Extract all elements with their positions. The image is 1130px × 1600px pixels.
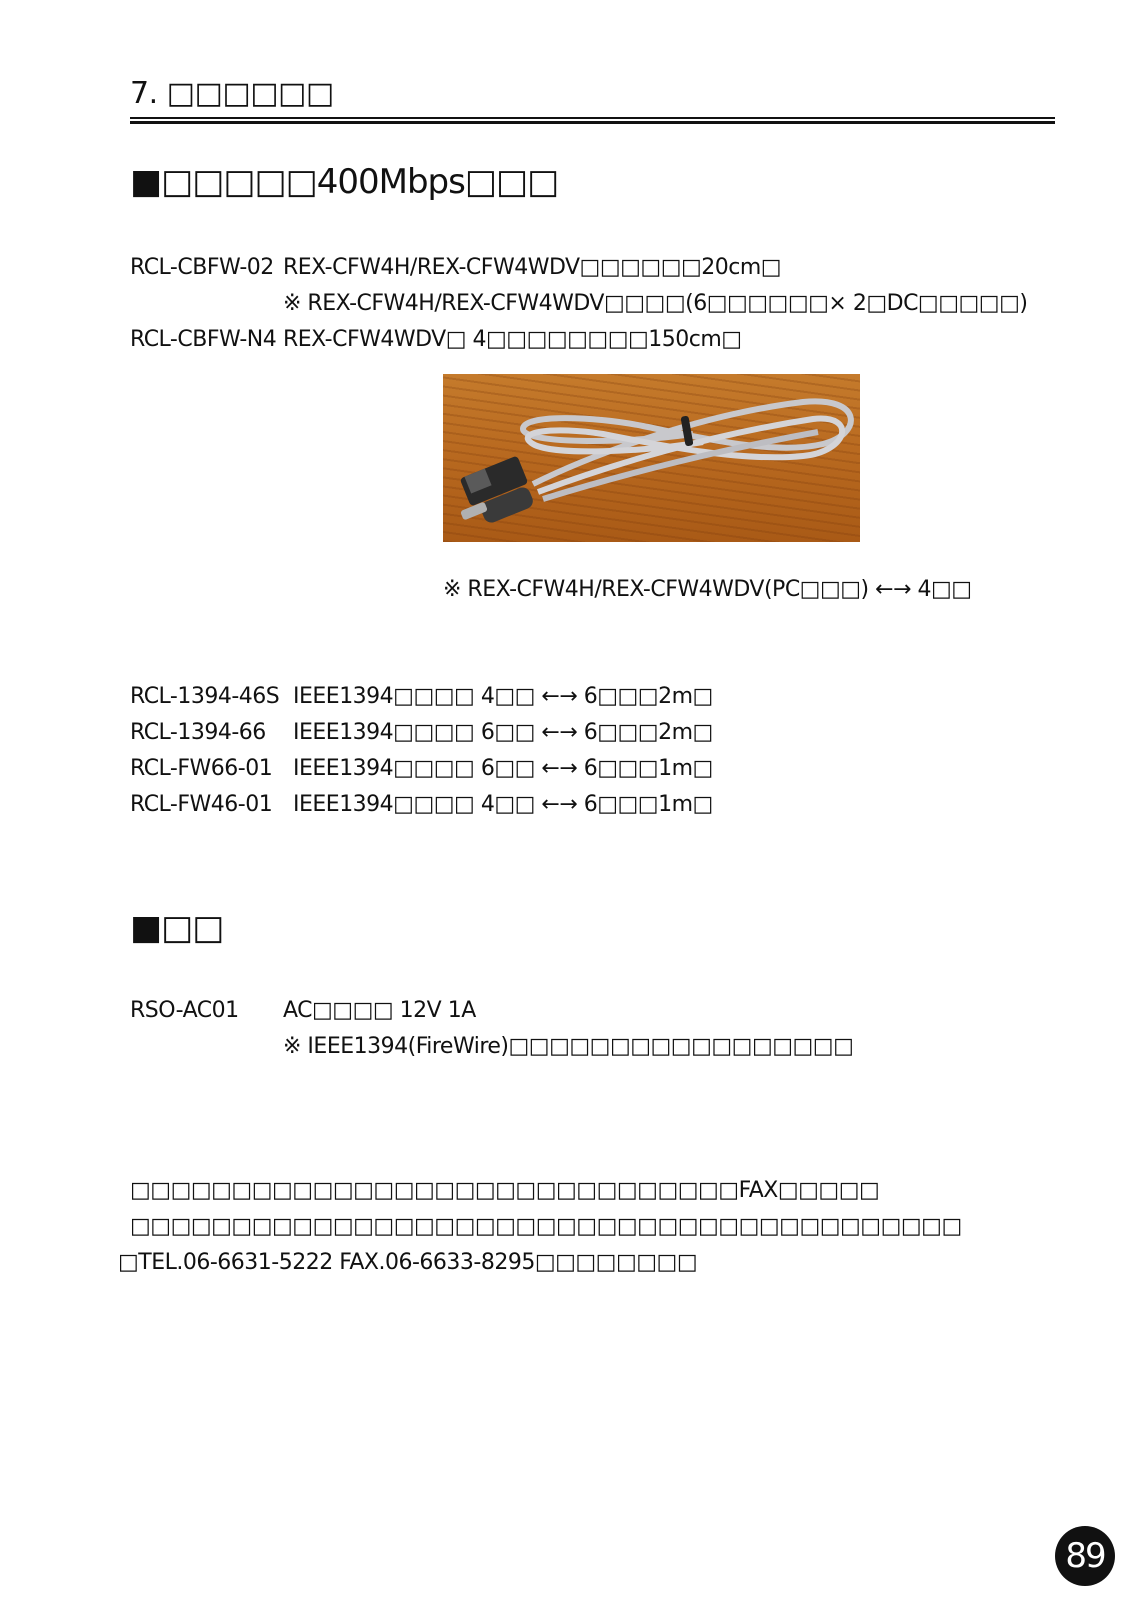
contact-phone-fax: □TEL.06-6631-5222 FAX.06-6633-8295□□□□□□□□ [118, 1250, 698, 1275]
cable-code: RCL-CBFW-02 [130, 255, 274, 280]
ieee-cable-description: IEEE1394□□□□ 4□□ ←→ 6□□□1m□ [293, 792, 713, 817]
cable-illustration [443, 374, 860, 542]
ieee-cable-description: IEEE1394□□□□ 6□□ ←→ 6□□□1m□ [293, 756, 713, 781]
ieee-cable-description: IEEE1394□□□□ 4□□ ←→ 6□□□2m□ [293, 684, 713, 709]
section-title-other: ■□□ [130, 908, 224, 948]
cable-note: ※ REX-CFW4H/REX-CFW4WDV□□□□(6□□□□□□× 2□DC□□□□□) [283, 291, 1028, 316]
contact-note-line: □□□□□□□□□□□□□□□□□□□□□□□□□□□□□□FAX□□□□□ [130, 1178, 880, 1203]
contact-note-line: □□□□□□□□□□□□□□□□□□□□□□□□□□□□□□□□□□□□□□□□□ [130, 1214, 962, 1239]
adapter-note: ※ IEEE1394(FireWire)□□□□□□□□□□□□□□□□□ [283, 1034, 854, 1059]
adapter-description: AC□□□□ 12V 1A [283, 998, 476, 1023]
page-number-badge: 89 [1055, 1526, 1115, 1586]
photo-caption: ※ REX-CFW4H/REX-CFW4WDV(PC□□□) ←→ 4□□ [443, 577, 972, 602]
header-rule-thick [130, 121, 1055, 124]
ieee-cable-code: RCL-1394-46S [130, 684, 280, 709]
cable-description: REX-CFW4WDV□ 4□□□□□□□□150cm□ [283, 327, 742, 352]
header-rule-thin [130, 117, 1055, 119]
cable-description: REX-CFW4H/REX-CFW4WDV□□□□□□20cm□ [283, 255, 782, 280]
adapter-code: RSO-AC01 [130, 998, 239, 1023]
cable-code: RCL-CBFW-N4 [130, 327, 277, 352]
ieee-cable-code: RCL-FW46-01 [130, 792, 273, 817]
chapter-title: 7. □□□□□□ [130, 76, 334, 111]
ieee-cable-code: RCL-1394-66 [130, 720, 266, 745]
section-title-cables: ■□□□□□400Mbps□□□ [130, 162, 559, 202]
cable-photo [443, 374, 860, 542]
ieee-cable-description: IEEE1394□□□□ 6□□ ←→ 6□□□2m□ [293, 720, 713, 745]
ieee-cable-code: RCL-FW66-01 [130, 756, 273, 781]
